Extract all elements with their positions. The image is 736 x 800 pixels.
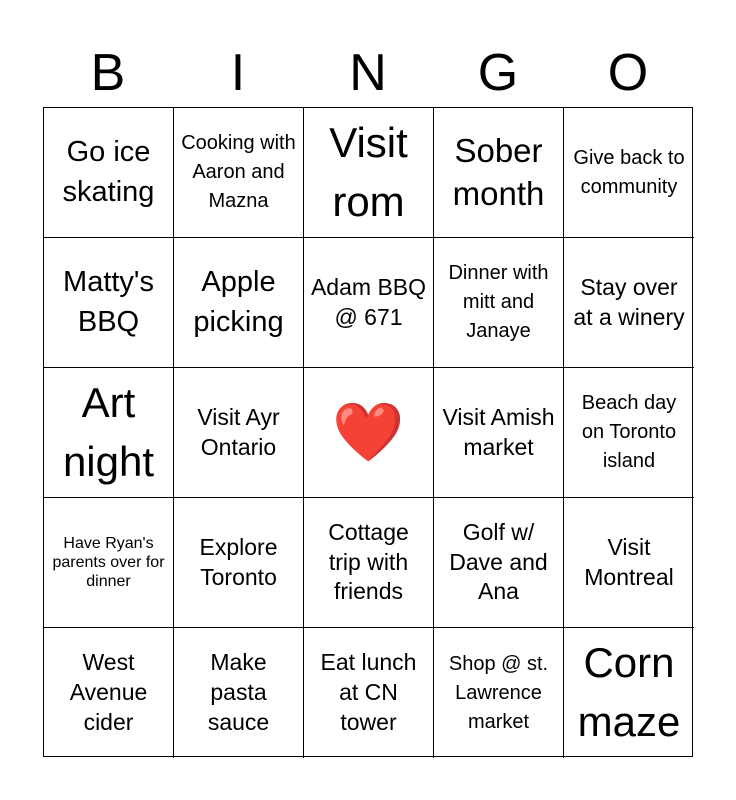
bingo-board	[43, 107, 693, 757]
bingo-cell[interactable]	[564, 498, 694, 628]
cell-text: Shop @ st. Lawrence market	[448, 652, 549, 733]
cell-text: Eat lunch at CN tower	[320, 649, 417, 735]
cell-text: Sober month	[452, 131, 545, 212]
cell-text: Stay over at a winery	[573, 273, 685, 330]
bingo-cell[interactable]	[304, 108, 434, 238]
cell-text: Apple picking	[193, 266, 284, 338]
bingo-cell[interactable]	[174, 368, 304, 498]
header-letter-n: N	[349, 44, 387, 102]
cell-text: Matty's BBQ	[63, 266, 154, 338]
cell-text: Visit Amish market	[442, 403, 555, 460]
cell-text: Have Ryan's parents over for dinner	[52, 534, 165, 591]
cell-text: Art night	[62, 378, 155, 485]
cell-text: Make pasta sauce	[207, 649, 270, 735]
cell-text: Adam BBQ @ 671	[310, 273, 427, 330]
cell-text: Give back to community	[573, 146, 685, 198]
bingo-cell[interactable]	[174, 238, 304, 368]
header-letter-g: G	[477, 44, 519, 102]
free-space-cell[interactable]	[304, 368, 434, 498]
bingo-cell[interactable]	[44, 498, 174, 628]
cell-text: Go ice skating	[62, 136, 155, 208]
header-letter-o: O	[607, 44, 649, 102]
bingo-cell[interactable]	[564, 108, 694, 238]
bingo-cell[interactable]	[44, 628, 174, 758]
cell-text: Explore Toronto	[199, 533, 278, 590]
cell-text: Visit Ayr Ontario	[197, 403, 280, 460]
bingo-cell[interactable]	[434, 108, 564, 238]
bingo-cell[interactable]	[174, 498, 304, 628]
bingo-cell[interactable]	[434, 368, 564, 498]
bingo-cell[interactable]	[304, 498, 434, 628]
cell-text: Corn maze	[577, 639, 681, 745]
bingo-cell[interactable]	[174, 108, 304, 238]
cell-text: Cottage trip with friends	[328, 518, 409, 605]
cell-text: Beach day on Toronto island	[581, 392, 677, 472]
cell-text: Visit Montreal	[584, 533, 674, 590]
bingo-header	[43, 38, 693, 108]
bingo-cell[interactable]	[174, 628, 304, 758]
bingo-cell[interactable]	[564, 628, 694, 758]
header-letter-i: I	[230, 44, 246, 102]
bingo-cell[interactable]	[304, 238, 434, 368]
cell-text: Visit rom	[329, 118, 408, 225]
bingo-cell[interactable]	[434, 498, 564, 628]
cell-text: Golf w/ Dave and Ana	[449, 518, 548, 605]
bingo-cell[interactable]	[564, 238, 694, 368]
heart-icon: ❤️	[332, 399, 405, 465]
header-letter-b: B	[90, 44, 126, 102]
cell-text: Cooking with Aaron and Mazna	[181, 132, 296, 212]
bingo-cell[interactable]	[434, 628, 564, 758]
bingo-cell[interactable]	[44, 108, 174, 238]
bingo-cell[interactable]	[564, 368, 694, 498]
bingo-cell[interactable]	[434, 238, 564, 368]
bingo-cell[interactable]	[44, 368, 174, 498]
cell-text: West Avenue cider	[69, 649, 148, 735]
bingo-cell[interactable]	[44, 238, 174, 368]
bingo-cell[interactable]	[304, 628, 434, 758]
cell-text: Dinner with mitt and Janaye	[448, 262, 549, 342]
